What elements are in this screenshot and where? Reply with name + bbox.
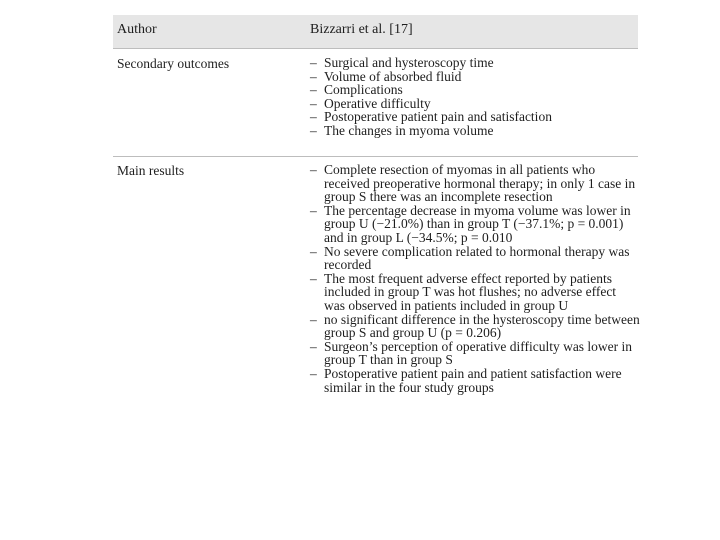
list-item: – The changes in myoma volume [310, 124, 640, 138]
list-item: – Surgical and hysteroscopy time [310, 56, 640, 70]
results-table [113, 15, 638, 517]
list-item: – Operative difficulty [310, 97, 640, 111]
list-item: – Surgeon’s perception of operative difficulty was lower in group T than in group S [310, 340, 640, 367]
list-item: – Postoperative patient pain and satisfaction [310, 110, 640, 124]
header-study: Bizzarri et al. [17] [310, 22, 413, 37]
table-header [113, 15, 638, 49]
list-item: – Volume of absorbed fluid [310, 70, 640, 84]
header-author: Author [117, 22, 157, 37]
row-secondary-outcomes [113, 49, 638, 157]
secondary-outcomes-label: Secondary outcomes [117, 56, 230, 71]
list-item: – no significant difference in the hysteroscopy time between group S and group U (p = 0.206) [310, 313, 640, 340]
list-item: – Postoperative patient pain and patient satisfaction were similar in the four study groups [310, 367, 640, 394]
main-results-list [310, 163, 640, 394]
list-item: – Complications [310, 83, 640, 97]
main-results-label: Main results [117, 163, 185, 178]
secondary-outcomes-list [310, 56, 640, 138]
list-item: – The percentage decrease in myoma volume was lower in group U (−21.0%) than in group T (−37.1%; p = 0.001) and in group L (−34.5%; p = 0.010 [310, 204, 640, 245]
list-item: – The most frequent adverse effect reported by patients included in group T was hot flushes; no adverse effect was observed in patients included in group U [310, 272, 640, 313]
list-item: – Complete resection of myomas in all patients who received preoperative hormonal therapy; in only 1 case in group S there was an incomplete resection [310, 163, 640, 204]
row-main-results [113, 157, 638, 517]
list-item: – No severe complication related to hormonal therapy was recorded [310, 245, 640, 272]
